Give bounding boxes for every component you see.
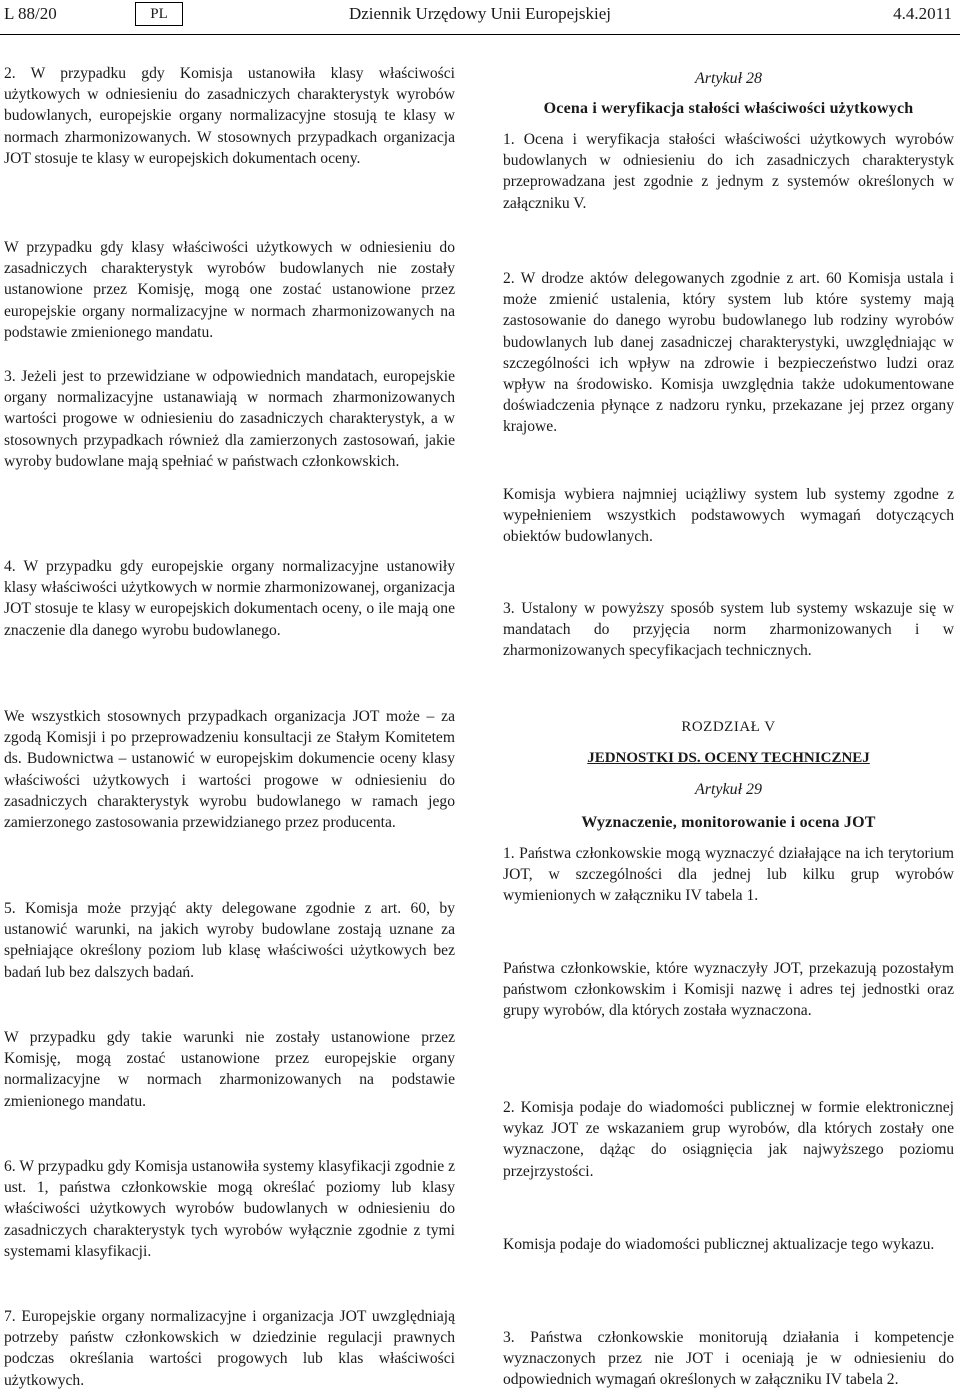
paragraph-5-sub: W przypadku gdy takie warunki nie zostały ustanowione przez Komisję, mogą zostać ustanowione przez europejskie organy normalizacyjne w normach zharmonizowanych na podstawie zmienionego mandatu. — [4, 1029, 455, 1110]
art29-paragraph-1-sub: Państwa członkowskie, które wyznaczyły JOT, przekazują pozostałym państwom członkowskim i Komisji nazwę i adres tej jednostki oraz grupy wyrobów, dla których została wyznaczona. — [503, 960, 954, 1020]
paragraph-2: 2. W przypadku gdy Komisja ustanowiła klasy właściwości użytkowych w odniesieniu do zasadniczych charakterystyk wyrobów budowlanych, europejskie organy normalizacyjne stosują te klasy w normach zharmonizowanych. W stosownych przypadkach organizacja JOT stosuje te klasy w europejskich dokumentach oceny. — [4, 65, 455, 167]
art29-paragraph-3: 3. Państwa członkowskie monitorują działania i kompetencje wyznaczonych przez nie JOT i oceniają je w odniesieniu do odpowiednich wymagań określonych w załączniku IV tabela 2. — [503, 1329, 954, 1389]
paragraph-4-sub: We wszystkich stosownych przypadkach organizacja JOT może – za zgodą Komisji i po przeprowadzeniu konsultacji ze Stałym Komitetem ds. Budownictwa – ustanowić w europejskim dokumencie oceny klasy właściwości użytkowych i wartości progowe w odniesieniu do zasadniczych charakterystyk wyrobu budowlanego w ramach jego zamierzonego zastosowania przewidzianego przez producenta. — [4, 708, 455, 832]
art29-paragraph-2-sub: Komisja podaje do wiadomości publicznej aktualizacje tego wykazu. — [503, 1236, 935, 1253]
art29-paragraph-2: 2. Komisja podaje do wiadomości publicznej w formie elektronicznej wykaz JOT ze wskazaniem grup wyrobów, dla których zostały one wyznaczone, dążąc do osiągnięcia jak najwyższego poziomu przejrzystości. — [503, 1099, 954, 1180]
language-badge: PL — [135, 2, 183, 26]
article-29-heading: Artykuł 29 — [694, 781, 763, 798]
page-reference: L 88/20 — [4, 4, 57, 23]
paragraph-6: 6. W przypadku gdy Komisja ustanowiła systemy klasyfikacji zgodnie z ust. 1, państwa członkowskie mogą określać poziomy lub klasy właściwości użytkowych wyrobów budowlanych w odniesieniu do zasadniczych charakterystyk tych wyrobów wyłącznie zgodnie z tymi systemami klasyfikacji. — [4, 1158, 455, 1260]
paragraph-4: 4. W przypadku gdy europejskie organy normalizacyjne ustanowiły klasy właściwości użytkowych w normie zharmonizowanej, organizacja JOT stosuje te klasy w europejskich dokumentach oceny, o ile mają one znaczenie dla danego wyrobu budowlanego. — [4, 558, 455, 639]
publication-date: 4.4.2011 — [893, 4, 952, 23]
paragraph-7: 7. Europejskie organy normalizacyjne i organizacja JOT uwzględniają potrzeby państw członkowskich w dziedzinie regulacji prawnych podczas określania wartości progowych lub klas właściwości użytkowych. — [4, 1308, 455, 1389]
page-header — [0, 0, 960, 35]
paragraph-3: 3. Jeżeli jest to przewidziane w odpowiednich mandatach, europejskie organy normalizacyjne ustanawiają w normach zharmonizowanych wartości progowe w odniesieniu do zasadniczych charakterystyk, a w stosownych przypadkach również dla zamierzonych zastosowań, jakie wyroby budowlane mają spełniać w państwach członkowskich. — [4, 368, 455, 470]
art28-paragraph-2: 2. W drodze aktów delegowanych zgodnie z art. 60 Komisja ustala i może zmienić ustalenia, który system lub które systemy mają zastosowanie do danego wyrobu budowlanego lub rodziny wyrobów budowlanych lub danej zasadniczej charakterystyki, uwzględniając w szczególności ich wpływ na zdrowie i bezpieczeństwo ludzi oraz wpływ na środowisko. Komisja uwzględnia także udokumentowane doświadczenia płynące z nadzoru rynku, przekazane jej przez organy krajowe. — [503, 270, 954, 436]
paragraph-5: 5. Komisja może przyjąć akty delegowane zgodnie z art. 60, by ustanowić warunki, na jakich wyroby budowlane zostają uznane za spełniające określony poziom lub klasę właściwości użytkowych bez badań lub bez dalszych badań. — [4, 900, 455, 981]
art28-paragraph-2-sub: Komisja wybiera najmniej uciążliwy system lub systemy zgodne z wypełnieniem wszystkich podstawowych wymagań dotyczących obiektów budowlanych. — [503, 486, 954, 546]
art29-paragraph-1: 1. Państwa członkowskie mogą wyznaczyć działające na ich terytorium JOT, w szczególności dla jednej lub kilku grup wyrobów wymienionych w załączniku IV tabela 1. — [503, 845, 954, 905]
article-29-title: Wyznaczenie, monitorowanie i ocena JOT — [581, 814, 876, 831]
art28-paragraph-1: 1. Ocena i weryfikacja stałości właściwości użytkowych wyrobów budowlanych w odniesieniu do ich zasadniczych charakterystyk przeprowadzana jest zgodnie z jednym z systemów określonych w załączniku V. — [503, 131, 954, 212]
chapter-title: JEDNOSTKI DS. OCENY TECHNICZNEJ — [587, 750, 870, 766]
article-28-heading: Artykuł 28 — [694, 70, 763, 87]
art28-paragraph-3: 3. Ustalony w powyższy sposób system lub systemy wskazuje się w mandatach do przyjęcia norm zharmonizowanych i w zharmonizowanych specyfikacjach technicznych. — [503, 600, 954, 660]
journal-title: Dziennik Urzędowy Unii Europejskiej — [348, 4, 611, 23]
paragraph-2-sub: W przypadku gdy klasy właściwości użytkowych w odniesieniu do zasadniczych charakterystyk wyrobów budowlanych nie zostały ustanowione przez Komisję, mogą one zostać ustanowione przez europejskie organy normalizacyjne w normach zharmonizowanych na podstawie zmienionego mandatu. — [4, 239, 455, 341]
chapter-heading: ROZDZIAŁ V — [681, 719, 776, 735]
article-28-title: Ocena i weryfikacja stałości właściwości użytkowych — [543, 100, 914, 117]
